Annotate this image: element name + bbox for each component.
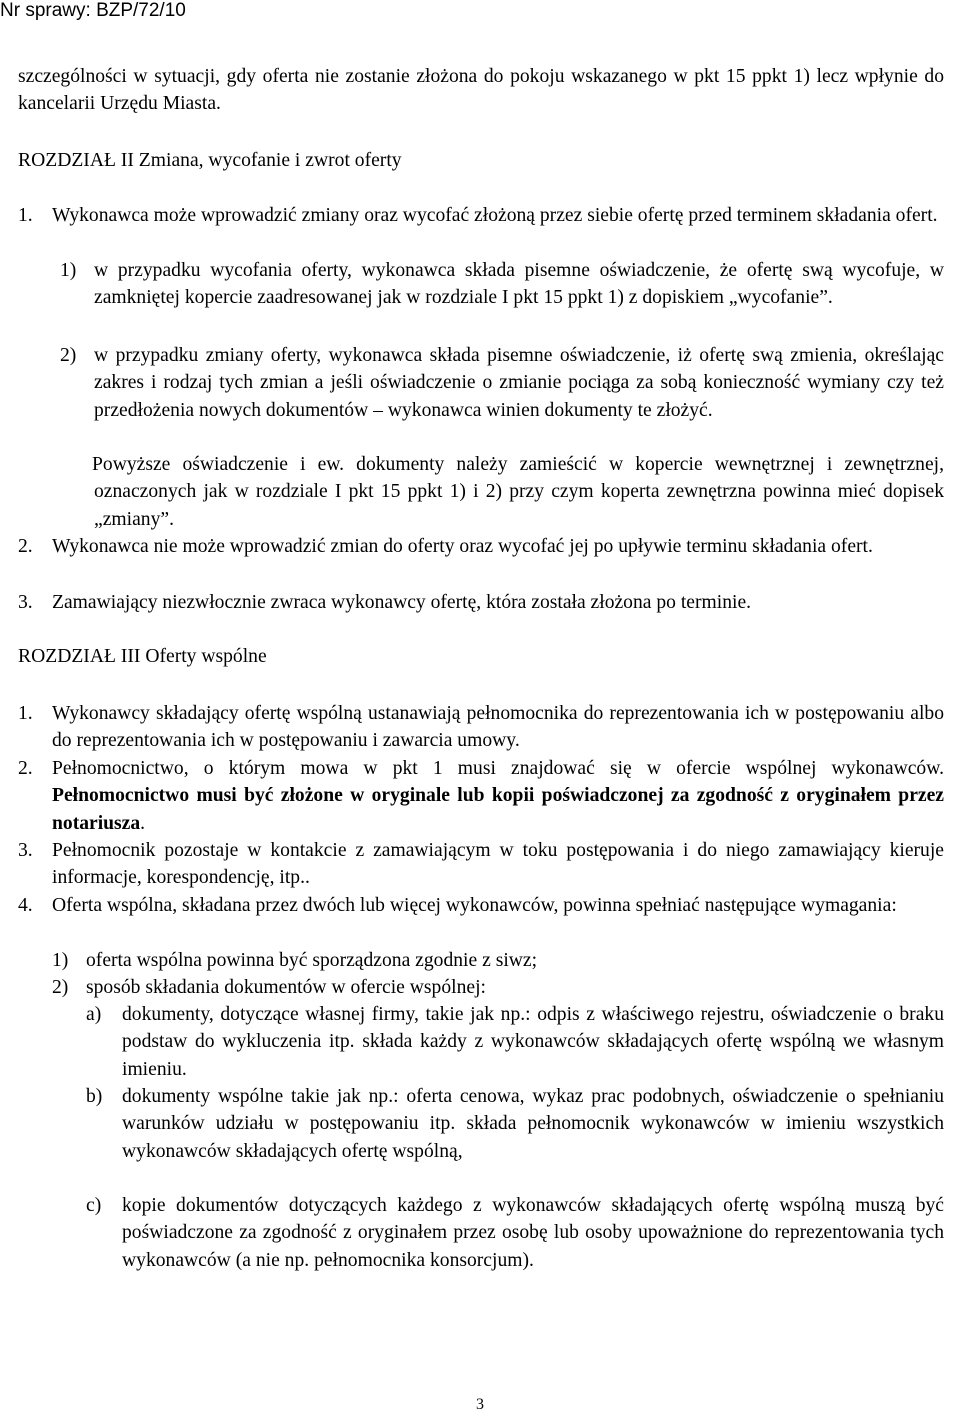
ch3-item-4-number: 4. bbox=[18, 895, 33, 916]
ch2-item-1-number: 1. bbox=[18, 205, 33, 226]
ch2-item-2-text: Wykonawca nie może wprowadzić zmian do oferty oraz wycofać jej po upływie terminu składania ofert. bbox=[52, 536, 873, 557]
ch2-item-1 bbox=[18, 202, 944, 229]
ch3-item-4-sub-2-number: 2) bbox=[52, 977, 69, 998]
ch3-item-3 bbox=[18, 837, 944, 892]
chapter-3-heading: ROZDZIAŁ III Oferty wspólne bbox=[18, 646, 267, 667]
ch3-item-4-sub-2-a-number: a) bbox=[86, 1004, 102, 1025]
ch2-item-1-sub-2-number: 2) bbox=[60, 345, 77, 366]
ch2-item-1-sub-2 bbox=[60, 342, 944, 424]
ch2-item-1-note bbox=[94, 451, 944, 533]
ch3-item-4-sub-1-number: 1) bbox=[52, 950, 69, 971]
ch2-item-2-number: 2. bbox=[18, 536, 33, 557]
ch3-item-2-number: 2. bbox=[18, 758, 33, 779]
ch3-item-3-number: 3. bbox=[18, 840, 33, 861]
ch3-item-4-text: Oferta wspólna, składana przez dwóch lub więcej wykonawców, powinna spełniać następujące wymagania: bbox=[52, 895, 897, 916]
ch3-item-2-text-bold: Pełnomocnictwo musi być złożone w oryginale lub kopii poświadczonej za zgodność z oryginałem przez notariusza bbox=[52, 785, 944, 834]
ch2-item-2 bbox=[18, 533, 944, 560]
ch3-item-4-sub-1 bbox=[52, 947, 944, 974]
ch3-item-4-sub-2-text: sposób składania dokumentów w ofercie wspólnej: bbox=[86, 977, 486, 998]
ch3-item-1 bbox=[18, 700, 944, 755]
intro-paragraph: szczególności w sytuacji, gdy oferta nie zostanie złożona do pokoju wskazanego w pkt 15 ppkt 1) lecz wpłynie do kancelarii Urzędu Miasta. bbox=[18, 66, 944, 115]
ch3-item-4-sub-2-c-number: c) bbox=[86, 1195, 102, 1216]
ch3-item-2 bbox=[18, 755, 944, 837]
ch3-item-4-sub-2-a bbox=[86, 1001, 944, 1083]
ch3-item-2-text bbox=[52, 755, 944, 837]
ch2-item-3-text: Zamawiający niezwłocznie zwraca wykonawcy ofertę, która została złożona po terminie. bbox=[52, 592, 752, 613]
ch3-item-4-sub-2-c bbox=[86, 1192, 944, 1274]
ch3-item-1-text: Wykonawcy składający ofertę wspólną ustanawiają pełnomocnika do reprezentowania ich w postępowaniu albo do reprezentowania ich w postępowaniu i zawarcia umowy. bbox=[52, 703, 944, 752]
ch3-item-4-sub-2-c-text: kopie dokumentów dotyczących każdego z wykonawców składających ofertę wspólną muszą być poświadczone za zgodność z oryginałem przez osobę lub osoby upoważnione do reprezentowania tych wykonawców (a nie np. pełnomocnika konsorcjum). bbox=[122, 1195, 944, 1271]
ch2-item-1-sub-1-number: 1) bbox=[60, 260, 77, 281]
case-number-header: Nr sprawy: BZP/72/10 bbox=[0, 0, 186, 21]
ch2-item-1-sub-2-text: w przypadku zmiany oferty, wykonawca składa pisemne oświadczenie, iż ofertę swą zmienia, określając zakres i rodzaj tych zmian a jeśli oświadczenie o zmianie pociąga za sobą konieczność wymiany czy też przedłożenia nowych dokumentów – wykonawca winien dokumenty te złożyć. bbox=[94, 345, 944, 421]
ch3-item-4-sub-2-b bbox=[86, 1083, 944, 1165]
ch3-item-2-text-end: . bbox=[140, 812, 146, 834]
page-number: 3 bbox=[476, 1396, 484, 1413]
chapter-2-heading: ROZDZIAŁ II Zmiana, wycofanie i zwrot oferty bbox=[18, 150, 402, 171]
ch3-item-4-sub-2 bbox=[52, 974, 944, 1001]
ch3-item-4 bbox=[18, 892, 944, 919]
ch2-item-1-sub-1-text: w przypadku wycofania oferty, wykonawca składa pisemne oświadczenie, że ofertę swą wycofuje, w zamkniętej kopercie zaadresowanej jak w rozdziale I pkt 15 ppkt 1) z dopiskiem „wycofanie”. bbox=[94, 260, 944, 309]
ch2-item-1-note-text: Powyższe oświadczenie i ew. dokumenty należy zamieścić w kopercie wewnętrznej i zewnętrznej, oznaczonych jak w rozdziale I pkt 15 ppkt 1) i 2) przy czym koperta zewnętrzna powinna mieć dopisek „zmiany”. bbox=[92, 454, 944, 530]
ch3-item-3-text: Pełnomocnik pozostaje w kontakcie z zamawiającym w toku postępowania i do niego zamawiający kieruje informacje, korespondencję, itp.. bbox=[52, 840, 944, 889]
ch2-item-1-text: Wykonawca może wprowadzić zmiany oraz wycofać złożoną przez siebie ofertę przed terminem składania ofert. bbox=[52, 205, 938, 226]
ch2-item-3-number: 3. bbox=[18, 592, 33, 613]
ch2-item-1-sub-1 bbox=[60, 257, 944, 312]
ch2-item-3 bbox=[18, 589, 944, 616]
ch3-item-4-sub-1-text: oferta wspólna powinna być sporządzona zgodnie z siwz; bbox=[86, 950, 538, 971]
ch3-item-2-text-plain: Pełnomocnictwo, o którym mowa w pkt 1 musi znajdować się w ofercie wspólnej wykonawców. bbox=[52, 758, 944, 779]
ch3-item-4-sub-2-b-text: dokumenty wspólne takie jak np.: oferta cenowa, wykaz prac podobnych, oświadczenie o spełnianiu warunków udziału w postępowaniu itp. składa pełnomocnik wykonawców w imieniu wszystkich wykonawców składających ofertę wspólną, bbox=[122, 1086, 944, 1162]
ch3-item-1-number: 1. bbox=[18, 703, 33, 724]
ch3-item-4-sub-2-a-text: dokumenty, dotyczące własnej firmy, takie jak np.: odpis z właściwego rejestru, oświadczenie o braku podstaw do wykluczenia itp. składa każdy z wykonawców składających ofertę wspólną we własnym imieniu. bbox=[122, 1004, 944, 1080]
ch3-item-4-sub-2-b-number: b) bbox=[86, 1086, 103, 1107]
